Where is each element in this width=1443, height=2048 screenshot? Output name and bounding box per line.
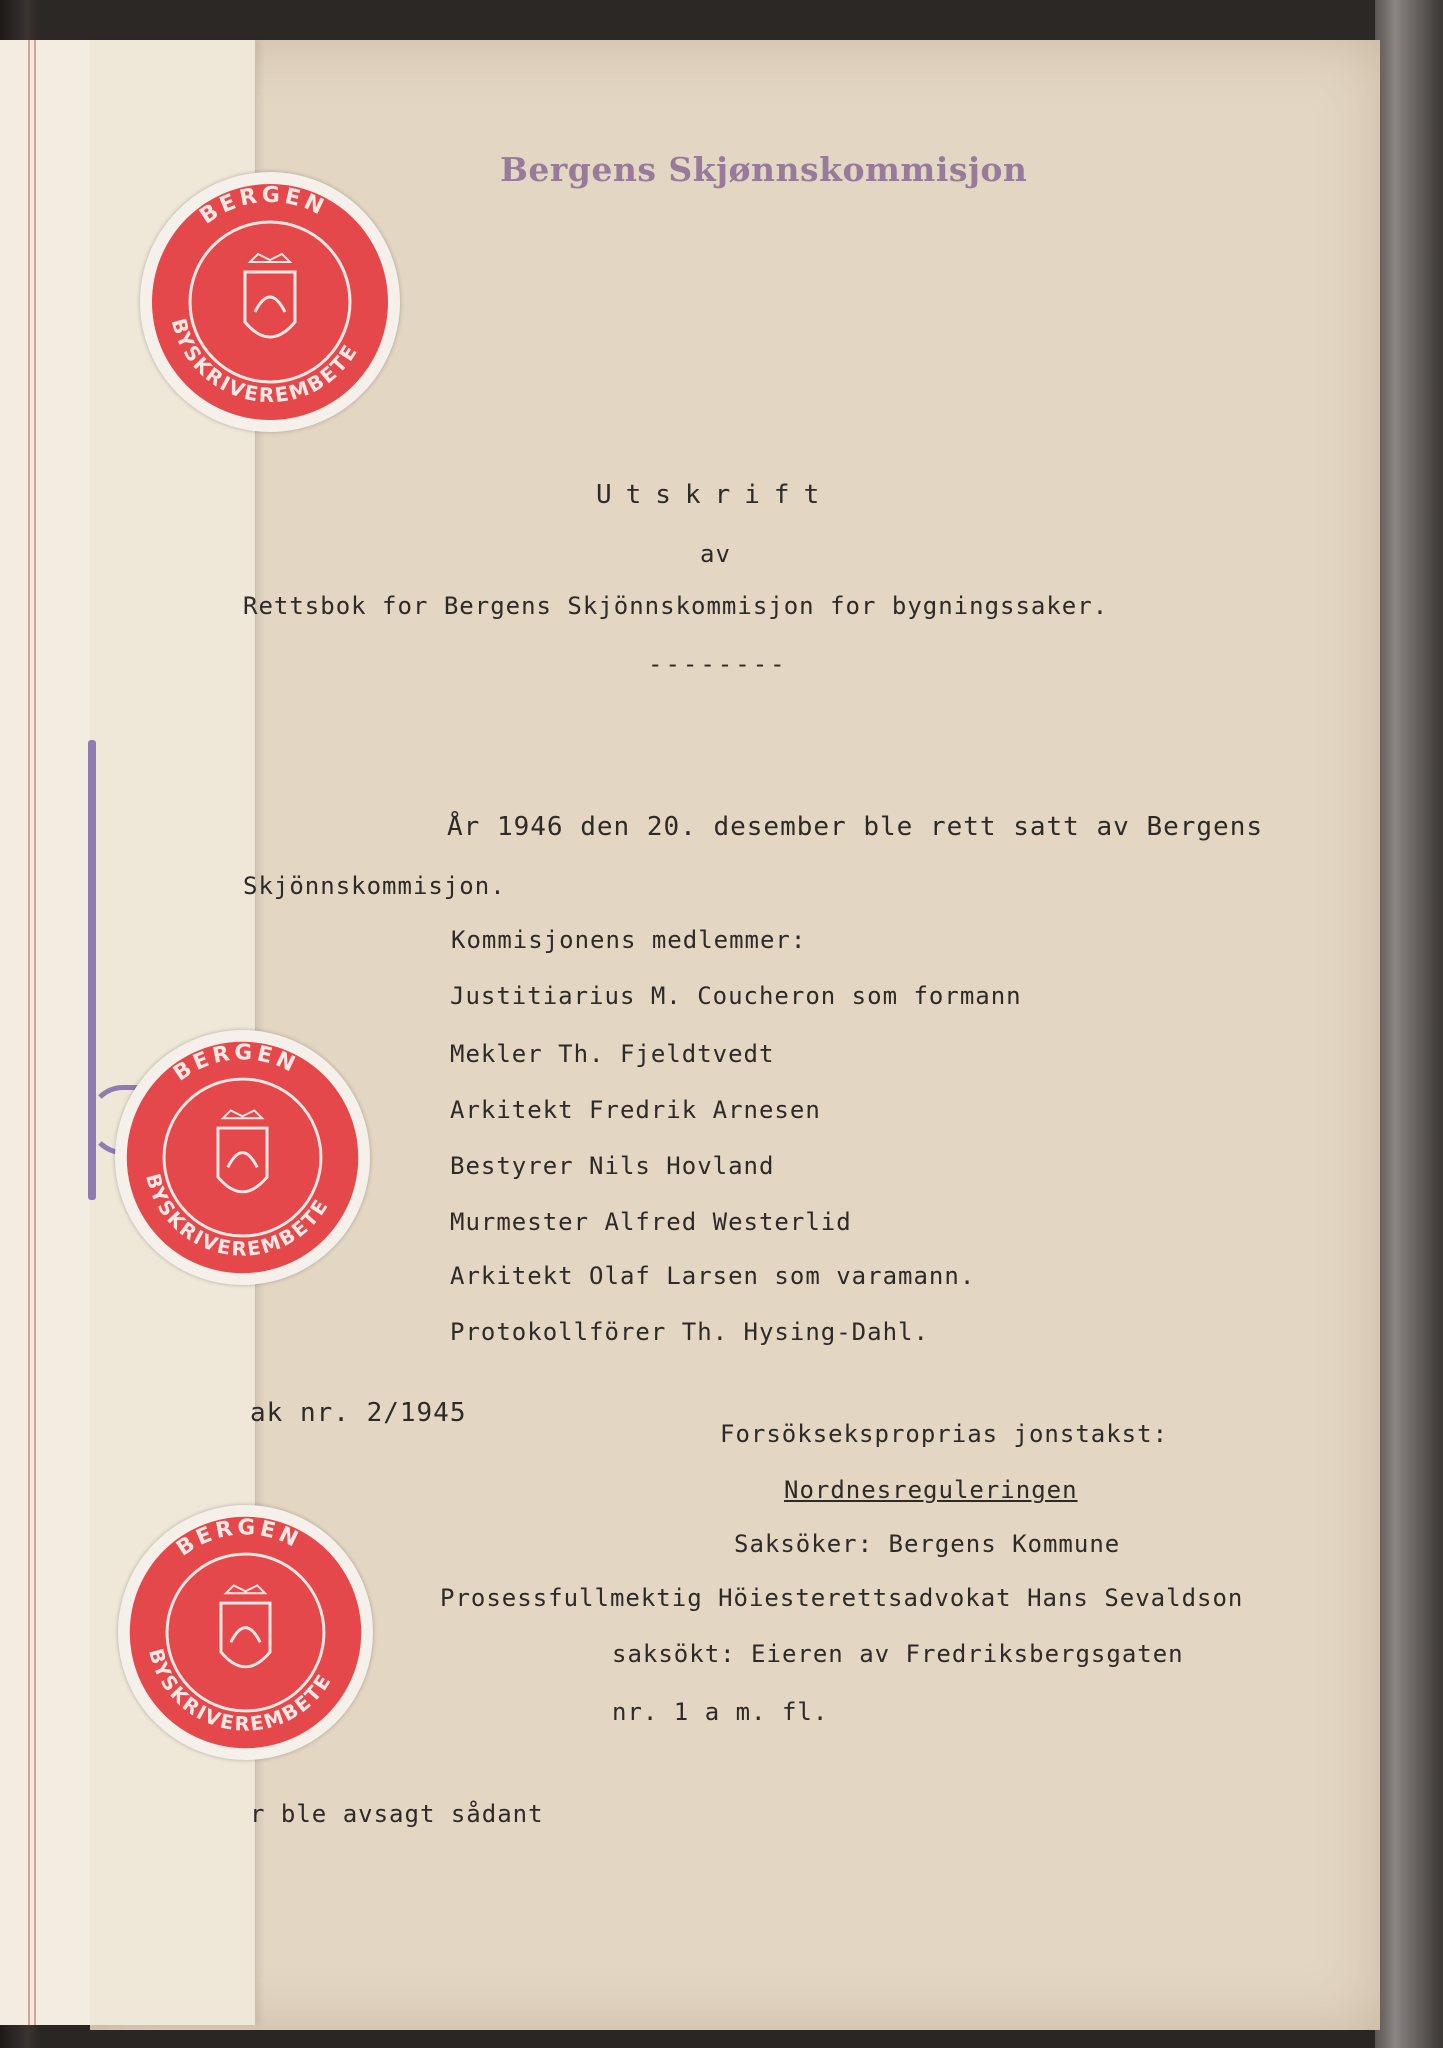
opening-line-cont: Skjönnskommisjon. [243,872,506,900]
seal-graphic [115,1030,370,1285]
defendant-line-cont: nr. 1 a m. fl. [612,1698,829,1726]
closing-line: r ble avsagt sådant [250,1800,544,1828]
title-connector: av [700,540,731,568]
member-line: Bestyrer Nils Hovland [450,1152,775,1180]
left-ledger-page [0,40,96,2025]
member-line: Arkitekt Fredrik Arnesen [450,1096,821,1124]
defendant-line: saksökt: Eieren av Fredriksbergsgaten [612,1640,1184,1668]
member-line: Mekler Th. Fjeldtvedt [450,1040,775,1068]
document-title: Utskrift [596,480,834,510]
svg-text:BERGEN: BERGEN [195,182,331,230]
margin-rule [28,40,30,2025]
svg-text:BERGEN: BERGEN [169,1040,303,1087]
seal-stamp [115,1030,370,1285]
plaintiff-line: Saksöker: Bergens Kommune [734,1530,1121,1558]
svg-text:BYSKRIVEREMBETE: BYSKRIVEREMBETE [166,315,363,408]
member-line: Murmester Alfred Westerlid [450,1208,852,1236]
svg-text:BYSKRIVEREMBETE: BYSKRIVEREMBETE [144,1646,337,1736]
seal-stamp [140,172,400,432]
seal-stamp [118,1505,373,1760]
commission-stamp: Bergens Skjønnskommisjon [500,150,1028,189]
svg-text:BYSKRIVEREMBETE: BYSKRIVEREMBETE [141,1171,334,1261]
opening-line: År 1946 den 20. desember ble rett satt av Bergens [447,812,1264,842]
seal-graphic [140,172,400,432]
seal-graphic [118,1505,373,1760]
member-line: Protokollförer Th. Hysing-Dahl. [450,1318,929,1346]
top-edge [0,0,1443,40]
svg-text:BERGEN: BERGEN [172,1515,306,1562]
case-title: Forsökseksproprias jonstakst: [720,1420,1169,1448]
case-subject: Nordnesreguleringen [784,1476,1078,1504]
page-stack-edge [1375,0,1443,2048]
title-line: Rettsbok for Bergens Skjönnskommisjon for bygningssaker. [243,592,1109,620]
member-line: Justitiarius M. Coucheron som formann [450,982,1022,1010]
divider-dashes: -------- [648,650,788,678]
margin-rule [34,40,36,2025]
members-heading: Kommisjonens medlemmer: [451,926,807,954]
member-line: Arkitekt Olaf Larsen som varamann. [450,1262,976,1290]
counsel-line: Prosessfullmektig Höiesterettsadvokat Hans Sevaldson [440,1584,1244,1612]
case-number: ak nr. 2/1945 [250,1398,467,1428]
